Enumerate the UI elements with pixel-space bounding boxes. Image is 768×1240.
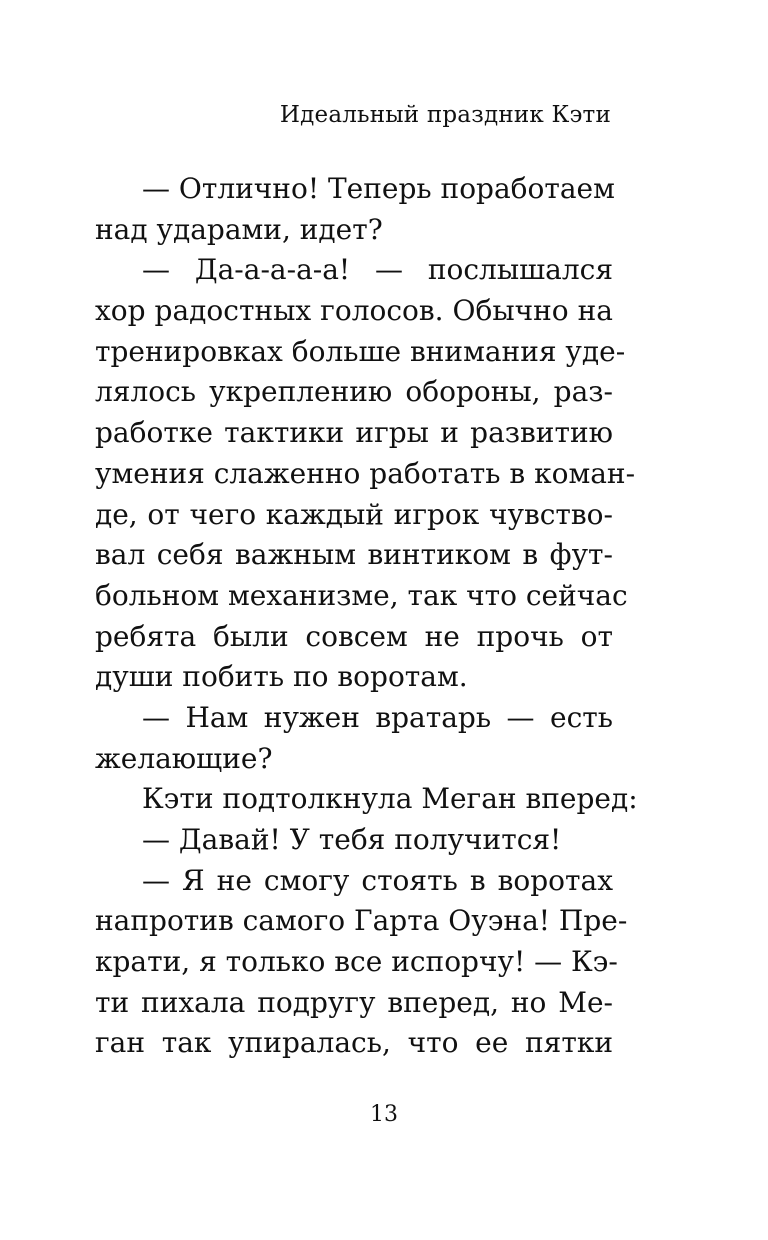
text-line: лялось укреплению обороны, раз- [95, 375, 613, 409]
body-text [95, 169, 638, 1064]
text-line: умения слаженно работать в коман- [95, 456, 636, 490]
text-line: над ударами, идет? [95, 212, 383, 246]
text-line: — Отлично! Теперь поработаем [142, 172, 615, 205]
text-line: — Давай! У тебя получится! [142, 823, 562, 856]
page-number: 13 [370, 1102, 398, 1127]
text-line: желающие? [95, 741, 273, 775]
text-line: души побить по воротам. [95, 660, 468, 694]
text-line: — Да-а-а-а-а! — послышался [142, 253, 613, 287]
text-line: ган так упиралась, что ее пятки [95, 1026, 613, 1060]
text-line: де, от чего каждый игрок чувство- [95, 497, 613, 531]
text-line: работке тактики игры и развитию [95, 416, 613, 450]
running-title: Идеальный праздник Кэти [279, 102, 611, 128]
text-line: ребята были совсем не прочь от [95, 619, 613, 653]
text-line: вал себя важным винтиком в фут- [95, 538, 613, 572]
text-line: — Нам нужен вратарь — есть [142, 700, 613, 734]
text-line: хор радостных голосов. Обычно на [95, 294, 613, 328]
text-line: Кэти подтолкнула Меган вперед: [142, 782, 638, 816]
text-line: больном механизме, так что сейчас [95, 578, 628, 612]
text-line: тренировках больше внимания уде- [95, 334, 626, 368]
text-line: ти пихала подругу вперед, но Ме- [95, 985, 613, 1019]
text-line: — Я не смогу стоять в воротах [142, 863, 613, 897]
text-line: крати, я только все испорчу! — Кэ- [95, 945, 618, 979]
text-line: напротив самого Гарта Оуэна! Пре- [95, 904, 628, 938]
